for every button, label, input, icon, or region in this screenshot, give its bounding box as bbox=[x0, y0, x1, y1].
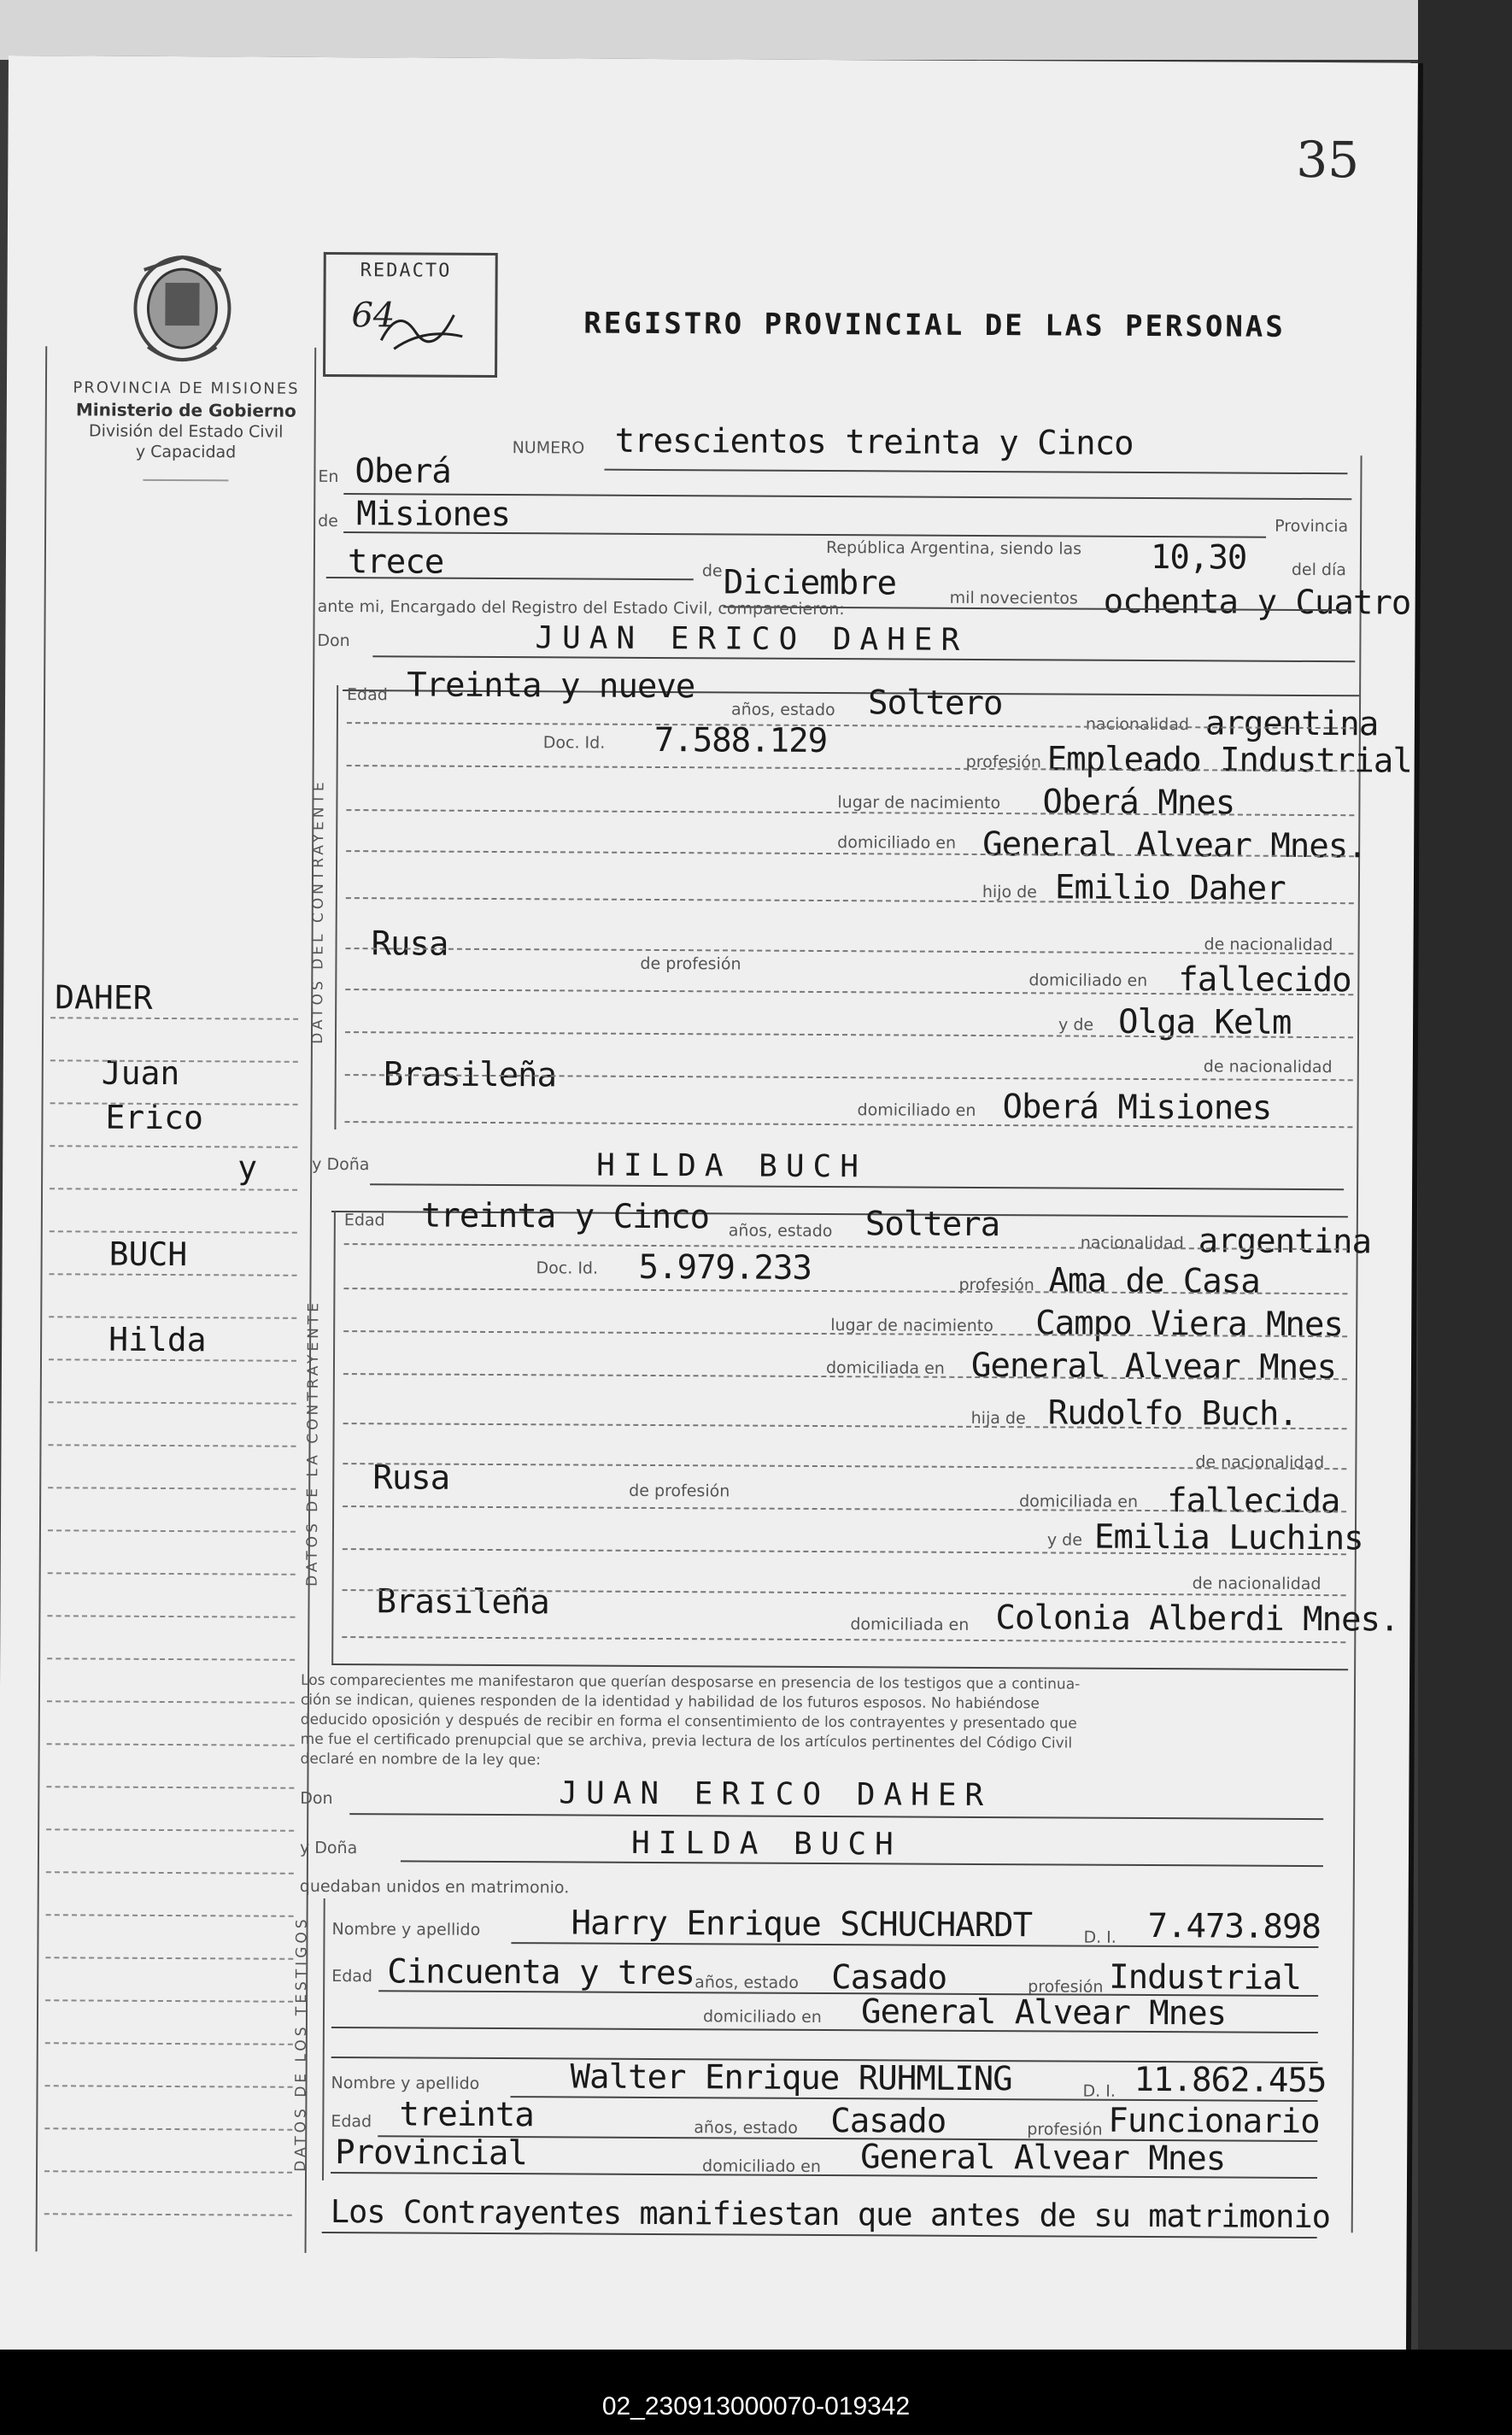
ruled-line bbox=[49, 1358, 296, 1362]
ruled-line bbox=[48, 1487, 296, 1490]
groom-father-value: Emilio Daher bbox=[1054, 868, 1286, 908]
de2-label: de bbox=[701, 561, 723, 581]
bride-mother-dom-value: Colonia Alberdi Mnes. bbox=[995, 1599, 1399, 1640]
w2-name-value: Walter Enrique RUHMLING bbox=[570, 2057, 1012, 2099]
bride-prof-label: profesión bbox=[958, 1275, 1034, 1295]
bride-doc-label: Doc. Id. bbox=[536, 1259, 599, 1278]
groom-mother-dom-label: domiciliado en bbox=[857, 1100, 976, 1120]
bride-line-label: y Doña bbox=[312, 1154, 370, 1175]
dia-value: trece bbox=[347, 543, 444, 582]
groom-section-label: DATOS DEL CONTRAYENTE bbox=[308, 778, 328, 1044]
don-value: JUAN ERICO DAHER bbox=[535, 620, 969, 658]
w1-estado-value: Casado bbox=[831, 1958, 947, 1998]
ruled-line bbox=[50, 1273, 297, 1276]
bride-section-label: DATOS DE LA CONTRAYENTE bbox=[303, 1299, 323, 1587]
groom-estado-value: Soltero bbox=[867, 684, 1003, 724]
groom-dom-label: domiciliado en bbox=[837, 833, 957, 853]
republica-label: República Argentina, siendo las bbox=[825, 538, 1082, 559]
groom-lugar-label: lugar de nacimiento bbox=[837, 793, 1001, 813]
w2-edad-value: treinta bbox=[399, 2095, 534, 2135]
witness-section-border bbox=[322, 1898, 325, 2180]
groom-de-prof-label: de profesión bbox=[640, 953, 741, 974]
ruled-line bbox=[346, 948, 1354, 954]
ruled-line bbox=[44, 2170, 292, 2174]
margin-conjunction: y bbox=[237, 1148, 258, 1187]
groom-hijo-label: hijo de bbox=[982, 882, 1037, 902]
coat-of-arms-icon bbox=[126, 253, 238, 373]
ruled-line bbox=[48, 1572, 296, 1575]
bride-edad-label: Edad bbox=[343, 1211, 385, 1230]
groom-prof-value: Empleado Industrial bbox=[1046, 740, 1412, 781]
groom-mother-nac-value: Brasileña bbox=[383, 1055, 557, 1095]
ruled-line bbox=[45, 1999, 293, 2003]
del-dia-label: del día bbox=[1291, 560, 1346, 580]
groom-nac-value: argentina bbox=[1204, 704, 1379, 744]
groom-de-nac-label: de nacionalidad bbox=[1204, 935, 1333, 955]
groom-de-nac2-label: de nacionalidad bbox=[1203, 1057, 1333, 1077]
declaration-don-label: Don bbox=[300, 1788, 333, 1809]
stamp-signature-icon bbox=[377, 297, 471, 358]
background-right bbox=[1418, 0, 1512, 2435]
margin-left-border bbox=[36, 346, 48, 2251]
ruled-line bbox=[347, 722, 1355, 729]
de-label: de bbox=[318, 511, 338, 531]
ruled-line bbox=[46, 1871, 294, 1875]
declaration-closing: quedaban unidos en matrimonio. bbox=[299, 1876, 570, 1898]
ruled-line bbox=[50, 1145, 297, 1148]
declaration-line-4: me fue el certificado prenupcial que se archiva, previa lectura de los artículos pertinentes del Código Civil bbox=[300, 1730, 1073, 1752]
ruled-line bbox=[48, 1529, 296, 1533]
bride-de-nac2-label: de nacionalidad bbox=[1192, 1574, 1322, 1594]
ruled-line bbox=[45, 1957, 293, 1960]
groom-lugar-value: Oberá Mnes bbox=[1042, 783, 1235, 823]
bride-lugar-value: Campo Viera Mnes bbox=[1035, 1304, 1344, 1345]
bride-mother-value: Emilia Luchins bbox=[1093, 1517, 1363, 1558]
w1-di-label: D. I. bbox=[1083, 1927, 1116, 1947]
de-value: Misiones bbox=[356, 495, 511, 535]
bride-doc-value: 5.979.233 bbox=[638, 1247, 812, 1288]
ruled-line bbox=[47, 1615, 295, 1618]
margin-surname-groom: DAHER bbox=[55, 978, 153, 1017]
declaration-don-value: JUAN ERICO DAHER bbox=[559, 1775, 993, 1814]
en-value: Oberá bbox=[355, 452, 451, 491]
bride-hija-label: hija de bbox=[970, 1408, 1026, 1429]
margin-surname-bride: BUCH bbox=[108, 1235, 188, 1274]
ruled-line bbox=[49, 1401, 296, 1405]
w2-extra-value: Provincial bbox=[335, 2133, 528, 2174]
ruled-line bbox=[44, 2127, 292, 2131]
authority-line-1: PROVINCIA DE MISIONES bbox=[73, 378, 300, 398]
footnote: Los Contrayentes manifiestan que antes de su matrimonio bbox=[330, 2193, 1331, 2236]
groom-doc-value: 7.588.129 bbox=[653, 720, 828, 761]
bride-section-bottom bbox=[331, 1663, 1348, 1670]
bride-father-dom-label: domiciliada en bbox=[1019, 1492, 1139, 1511]
w2-name-label: Nombre y apellido bbox=[331, 2074, 480, 2093]
w1-dom-label: domiciliado en bbox=[702, 2007, 822, 2027]
declaration-line-5: declaré en nombre de la ley que: bbox=[300, 1750, 542, 1769]
provincia-label: Provincia bbox=[1275, 516, 1349, 537]
background-top bbox=[0, 0, 1512, 60]
bride-mother-dom-label: domiciliada en bbox=[850, 1615, 970, 1634]
declaration-don-line bbox=[349, 1813, 1323, 1820]
ruled-line bbox=[47, 1743, 295, 1746]
w1-edad-value: Cincuenta y tres bbox=[387, 1952, 695, 1993]
bride-dom-value: General Alvear Mnes bbox=[970, 1346, 1337, 1388]
groom-mother-value: Olga Kelm bbox=[1117, 1002, 1292, 1042]
bride-father-dom-value: fallecida bbox=[1167, 1482, 1340, 1522]
bride-lugar-label: lugar de nacimiento bbox=[830, 1316, 993, 1336]
w1-name-value: Harry Enrique SCHUCHARDT bbox=[571, 1904, 1033, 1945]
groom-father-dom-value: fallecido bbox=[1178, 960, 1351, 1000]
numero-label: NUMERO bbox=[512, 438, 585, 458]
de-line bbox=[343, 531, 1266, 538]
ruled-line bbox=[49, 1316, 296, 1319]
redacto-stamp bbox=[323, 252, 498, 378]
w2-edad-label: Edad bbox=[331, 2112, 372, 2132]
groom-doc-label: Doc. Id. bbox=[542, 733, 606, 753]
bride-y-de-label: y de bbox=[1046, 1530, 1083, 1550]
w1-name-label: Nombre y apellido bbox=[331, 1920, 481, 1939]
en-label: En bbox=[318, 466, 339, 487]
bride-mother-nac-value: Brasileña bbox=[376, 1582, 549, 1622]
stamp-initials: 64 bbox=[351, 296, 396, 336]
groom-nac-label: nacionalidad bbox=[1085, 714, 1190, 735]
register-page bbox=[0, 56, 1418, 2357]
w2-di-value: 11.862.455 bbox=[1134, 2060, 1327, 2101]
hora-value: 10,30 bbox=[1150, 538, 1247, 578]
stamp-label: REDACTO bbox=[360, 260, 452, 282]
numero-value: trescientos treinta y Cinco bbox=[614, 421, 1134, 463]
bride-name-line bbox=[370, 1183, 1344, 1190]
authority-line-3: División del Estado Civil bbox=[88, 421, 284, 442]
w1-prof-label: profesión bbox=[1028, 1977, 1104, 1997]
ruled-line bbox=[48, 1444, 296, 1447]
bride-de-prof-label: de profesión bbox=[629, 1481, 730, 1501]
numero-line bbox=[604, 469, 1347, 475]
groom-mother-dom-value: Oberá Misiones bbox=[1002, 1088, 1272, 1128]
ruled-line bbox=[50, 1230, 297, 1234]
groom-edad-value: Treinta y nueve bbox=[407, 666, 695, 707]
declaration-line-2: ción se indican, quienes responden de la identidad y habilidad de los futuros esposos. No habiéndose bbox=[300, 1691, 1040, 1713]
ruled-line bbox=[46, 1828, 294, 1832]
declaration-line-1: Los comparecientes me manifestaron que querían desposarse en presencia de los testigos que a continua- bbox=[300, 1671, 1081, 1693]
ruled-line bbox=[344, 1243, 1348, 1250]
groom-father-dom-label: domiciliado en bbox=[1029, 971, 1148, 990]
ruled-line bbox=[45, 2042, 293, 2045]
margin-given-groom-2: Erico bbox=[105, 1098, 203, 1137]
bride-anos-label: años, estado bbox=[728, 1221, 833, 1241]
margin-given-groom-1: Juan bbox=[101, 1053, 180, 1093]
ruled-line bbox=[45, 2085, 293, 2088]
bride-line-value: HILDA BUCH bbox=[596, 1147, 868, 1185]
margin-given-bride: Hilda bbox=[108, 1320, 207, 1359]
ante-label: ante mi, Encargado del Registro del Estado Civil, comparecieron: bbox=[317, 596, 845, 619]
bride-father-value: Rudolfo Buch. bbox=[1047, 1394, 1298, 1434]
bride-nac-value: argentina bbox=[1198, 1222, 1372, 1262]
mes-value: Diciembre bbox=[723, 563, 897, 603]
ruled-line bbox=[50, 1188, 297, 1191]
ruled-line bbox=[44, 2213, 292, 2216]
bride-nac-label: nacionalidad bbox=[1080, 1233, 1184, 1253]
witness-section-label: DATOS DE LOS TESTIGOS bbox=[292, 1916, 311, 2172]
don-label: Don bbox=[317, 631, 350, 651]
authority-divider bbox=[143, 479, 228, 482]
bride-de-nac-label: de nacionalidad bbox=[1195, 1452, 1325, 1473]
authority-line-2: Ministerio de Gobierno bbox=[75, 399, 296, 421]
w1-dom-value: General Alvear Mnes bbox=[860, 1992, 1227, 2033]
w2-estado-value: Casado bbox=[830, 2102, 946, 2141]
bride-prof-value: Ama de Casa bbox=[1048, 1261, 1260, 1301]
image-identifier: 02_230913000070-019342 bbox=[601, 2392, 911, 2420]
mil-label: mil novecientos bbox=[949, 588, 1078, 608]
w2-prof-label: profesión bbox=[1027, 2120, 1103, 2139]
ruled-line bbox=[50, 1017, 298, 1020]
bride-section-border bbox=[331, 1211, 336, 1663]
bride-father-nac-value: Rusa bbox=[372, 1458, 450, 1498]
ruled-line bbox=[47, 1700, 295, 1704]
groom-anos-label: años, estado bbox=[730, 700, 835, 720]
groom-y-de-label: y de bbox=[1058, 1015, 1094, 1035]
groom-prof-label: profesión bbox=[965, 752, 1042, 772]
declaration-dona-label: y Doña bbox=[299, 1838, 358, 1858]
w2-dom-label: domiciliado en bbox=[702, 2156, 821, 2177]
bride-estado-value: Soltera bbox=[864, 1205, 1000, 1245]
w2-dom-value: General Alvear Mnes bbox=[860, 2138, 1226, 2179]
groom-edad-label: Edad bbox=[347, 685, 388, 705]
authority-line-4: y Capacidad bbox=[135, 442, 237, 462]
w1-di-value: 7.473.898 bbox=[1147, 1907, 1321, 1947]
declaration-dona-value: HILDA BUCH bbox=[630, 1825, 902, 1863]
w2-prof-value: Funcionario bbox=[1108, 2101, 1320, 2142]
declaration-line-3: deducido oposición y después de recibir en forma el consentimiento de los contrayentes y presentado que bbox=[300, 1710, 1077, 1733]
ruled-line bbox=[46, 1914, 294, 1917]
page-number: 35 bbox=[1296, 130, 1360, 190]
ruled-line bbox=[46, 1786, 294, 1789]
groom-dom-value: General Alvear Mnes. bbox=[982, 824, 1367, 866]
groom-father-nac-value: Rusa bbox=[371, 924, 448, 964]
bride-dom-label: domiciliada en bbox=[825, 1358, 945, 1378]
w1-edad-label: Edad bbox=[331, 1967, 373, 1986]
ruled-line bbox=[47, 1658, 295, 1661]
w1-anos-label: años, estado bbox=[694, 1973, 799, 1992]
w2-di-label: D. I. bbox=[1082, 2081, 1116, 2101]
page-title: REGISTRO PROVINCIAL DE LAS PERSONAS bbox=[583, 306, 1286, 344]
bride-edad-value: treinta y Cinco bbox=[420, 1196, 710, 1237]
w1-prof-value: Industrial bbox=[1109, 1957, 1302, 1998]
w2-anos-label: años, estado bbox=[694, 2118, 799, 2138]
anio-value: ochenta y Cuatro bbox=[1103, 582, 1411, 623]
